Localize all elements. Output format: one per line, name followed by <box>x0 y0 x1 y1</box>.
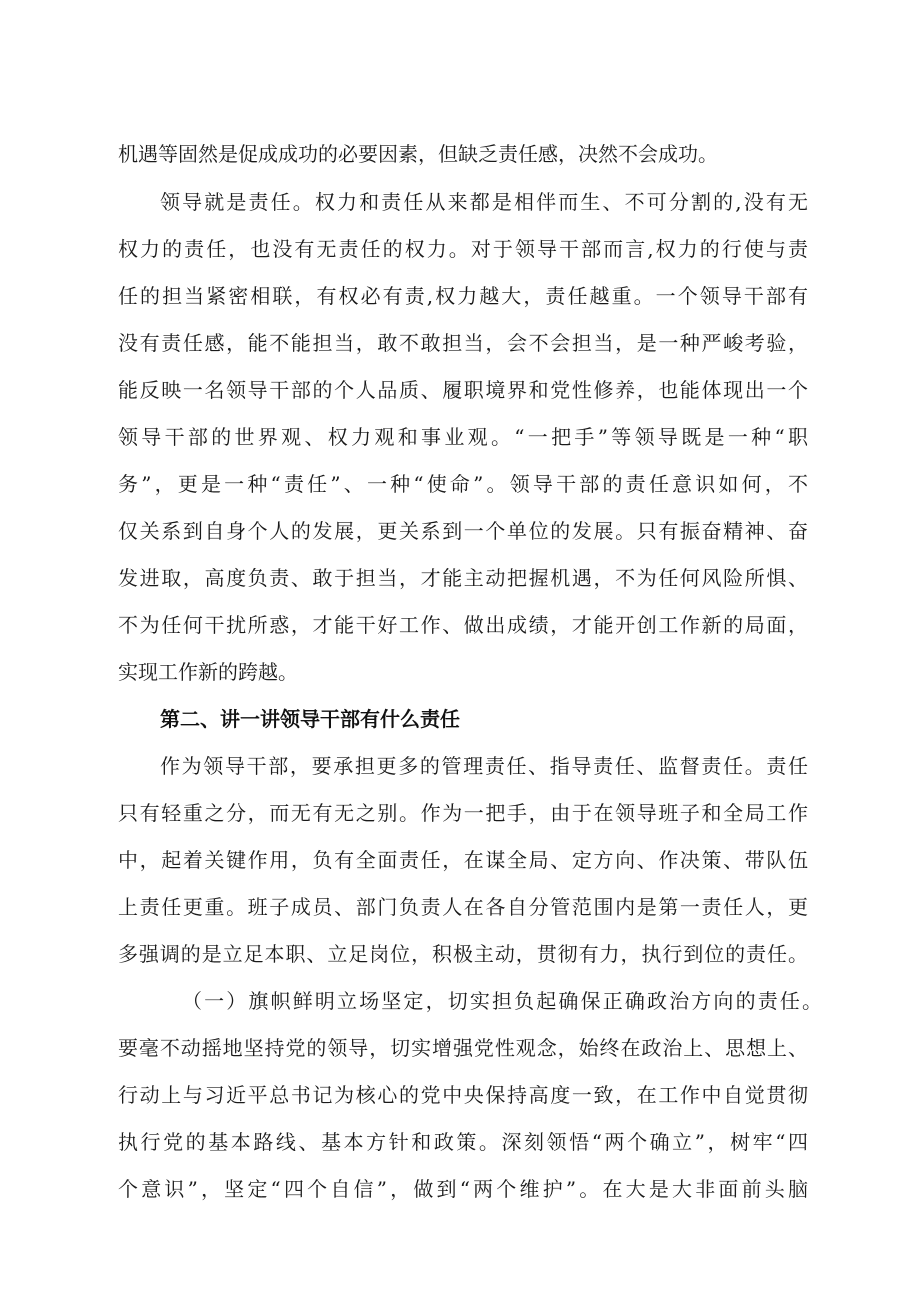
section-heading: 第二、讲一讲领导干部有什么责任 <box>160 707 460 731</box>
paragraph-3-line-5: 多强调的是立足本职、立足岗位，积极主动，贯彻有力，执行到位的责任。 <box>118 942 808 966</box>
paragraph-2-line-9: 发进取，高度负责、敢于担当，才能主动把握机遇，不为任何风险所惧、 <box>118 566 808 590</box>
paragraph-3-line-4: 上责任更重。班子成员、部门负责人在各自分管范围内是第一责任人，更 <box>118 895 808 919</box>
paragraph-2-line-3: 任的担当紧密相联，有权必有责,权力越大，责任越重。一个领导干部有 <box>118 284 808 308</box>
paragraph-2-line-2: 权力的责任，也没有无责任的权力。对于领导干部而言,权力的行使与责 <box>118 237 808 261</box>
paragraph-4-line-3: 行动上与习近平总书记为核心的党中央保持高度一致，在工作中自觉贯彻 <box>118 1083 808 1107</box>
paragraph-4-line-2: 要毫不动摇地坚持党的领导，切实增强党性观念，始终在政治上、思想上、 <box>118 1036 808 1060</box>
paragraph-2-line-5: 能反映一名领导干部的个人品质、履职境界和党性修养，也能体现出一个 <box>118 378 808 402</box>
paragraph-3-line-2: 只有轻重之分，而无有无之别。作为一把手，由于在领导班子和全局工作 <box>118 801 808 825</box>
paragraph-2-line-1: 领导就是责任。权力和责任从来都是相伴而生、不可分割的,没有无 <box>160 190 808 214</box>
paragraph-3-line-3: 中，起着关键作用，负有全面责任，在谋全局、定方向、作决策、带队伍 <box>118 848 808 872</box>
paragraph-3-line-1: 作为领导干部，要承担更多的管理责任、指导责任、监督责任。责任 <box>160 754 808 778</box>
paragraph-4-line-5: 个意识”，坚定“四个自信”，做到“两个维护”。在大是大非面前头脑 <box>118 1177 808 1201</box>
paragraph-2-line-4: 没有责任感，能不能担当，敢不敢担当，会不会担当，是一种严峻考验， <box>118 331 808 355</box>
paragraph-1-line-1: 机遇等固然是促成成功的必要因素，但缺乏责任感，决然不会成功。 <box>118 142 718 166</box>
paragraph-2-line-6: 领导干部的世界观、权力观和事业观。“一把手”等领导既是一种“职 <box>118 425 808 449</box>
paragraph-2-line-11: 实现工作新的跨越。 <box>118 660 298 684</box>
paragraph-4-line-1: （一）旗帜鲜明立场坚定，切实担负起确保正确政治方向的责任。 <box>182 989 822 1013</box>
paragraph-2-line-8: 仅关系到自身个人的发展，更关系到一个单位的发展。只有振奋精神、奋 <box>118 519 808 543</box>
paragraph-4-line-4: 执行党的基本路线、基本方针和政策。深刻领悟“两个确立”，树牢“四 <box>118 1130 808 1154</box>
paragraph-2-line-10: 不为任何干扰所惑，才能干好工作、做出成绩，才能开创工作新的局面， <box>118 613 808 637</box>
paragraph-2-line-7: 务”，更是一种“责任”、一种“使命”。领导干部的责任意识如何，不 <box>118 472 808 496</box>
